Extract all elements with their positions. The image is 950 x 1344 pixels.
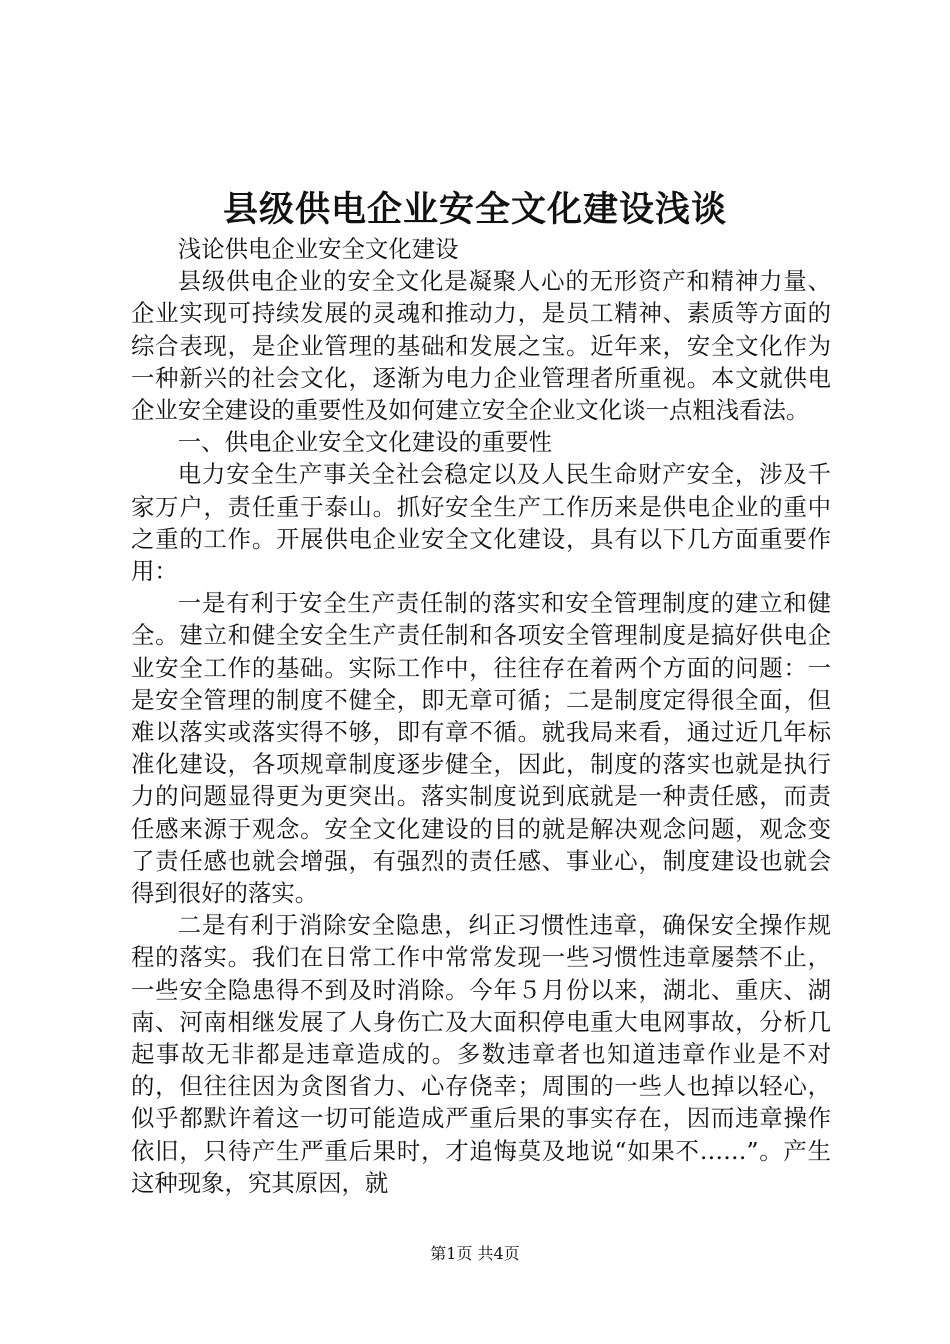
page-number-footer: 第1页 共4页 [430,1244,520,1263]
document-title: 县级供电企业安全文化建设浅谈 [222,189,727,230]
subtitle-paragraph: 浅论供电企业安全文化建设 [177,235,459,263]
section-heading: 一、供电企业安全文化建设的重要性 [177,428,553,457]
document-body [131,233,831,1199]
body-paragraph: 电力安全生产事关全社会稳定以及人民生命财产安全，涉及千家万户，责任重于泰山。抓好安全生产工作历来是供电企业的重中之重的工作。开展供电企业安全文化建设，具有以下几方面重要作用： [131,460,831,586]
body-paragraph: 一是有利于安全生产责任制的落实和安全管理制度的建立和健全。建立和健全安全生产责任制和各项安全管理制度是搞好供电企业安全工作的基础。实际工作中，往往存在着两个方面的问题：一是安全管理的制度不健全，即无章可循；二是制度定得很全面，但难以落实或落实得不够，即有章不循。就我局来看，通过近几年标准化建设，各项规章制度逐步健全，因此，制度的落实也就是执行力的问题显得更为更突出。落实制度说到底就是一种责任感，而责任感来源于观念。安全文化建设的目的就是解决观念问题，观念变了责任感也就会增强，有强烈的责任感、事业心，制度建设也就会得到很好的落实。 [131,589,831,908]
body-paragraph: 二是有利于消除安全隐患，纠正习惯性违章，确保安全操作规程的落实。我们在日常工作中常常发现一些习惯性违章屡禁不止，一些安全隐患得不到及时消除。今年５月份以来，湖北、重庆、湖南、河南相继发展了人身伤亡及大面积停电重大电网事故，分析几起事故无非都是违章造成的。多数违章者也知道违章作业是不对的，但往往因为贪图省力、心存侥幸；周围的一些人也掉以轻心，似乎都默许着这一切可能造成严重后果的事实存在，因而违章操作依旧，只待产生严重后果时，才追悔莫及地说“如果不……”。产生这种现象，究其原因，就 [131,911,831,1197]
intro-paragraph: 县级供电企业的安全文化是凝聚人心的无形资产和精神力量、企业实现可持续发展的灵魂和推动力，是员工精神、素质等方面的综合表现，是企业管理的基础和发展之宝。近年来，安全文化作为一种新兴的社会文化，逐渐为电力企业管理者所重视。本文就供电企业安全建设的重要性及如何建立安全企业文化谈一点粗浅看法。 [131,267,831,425]
